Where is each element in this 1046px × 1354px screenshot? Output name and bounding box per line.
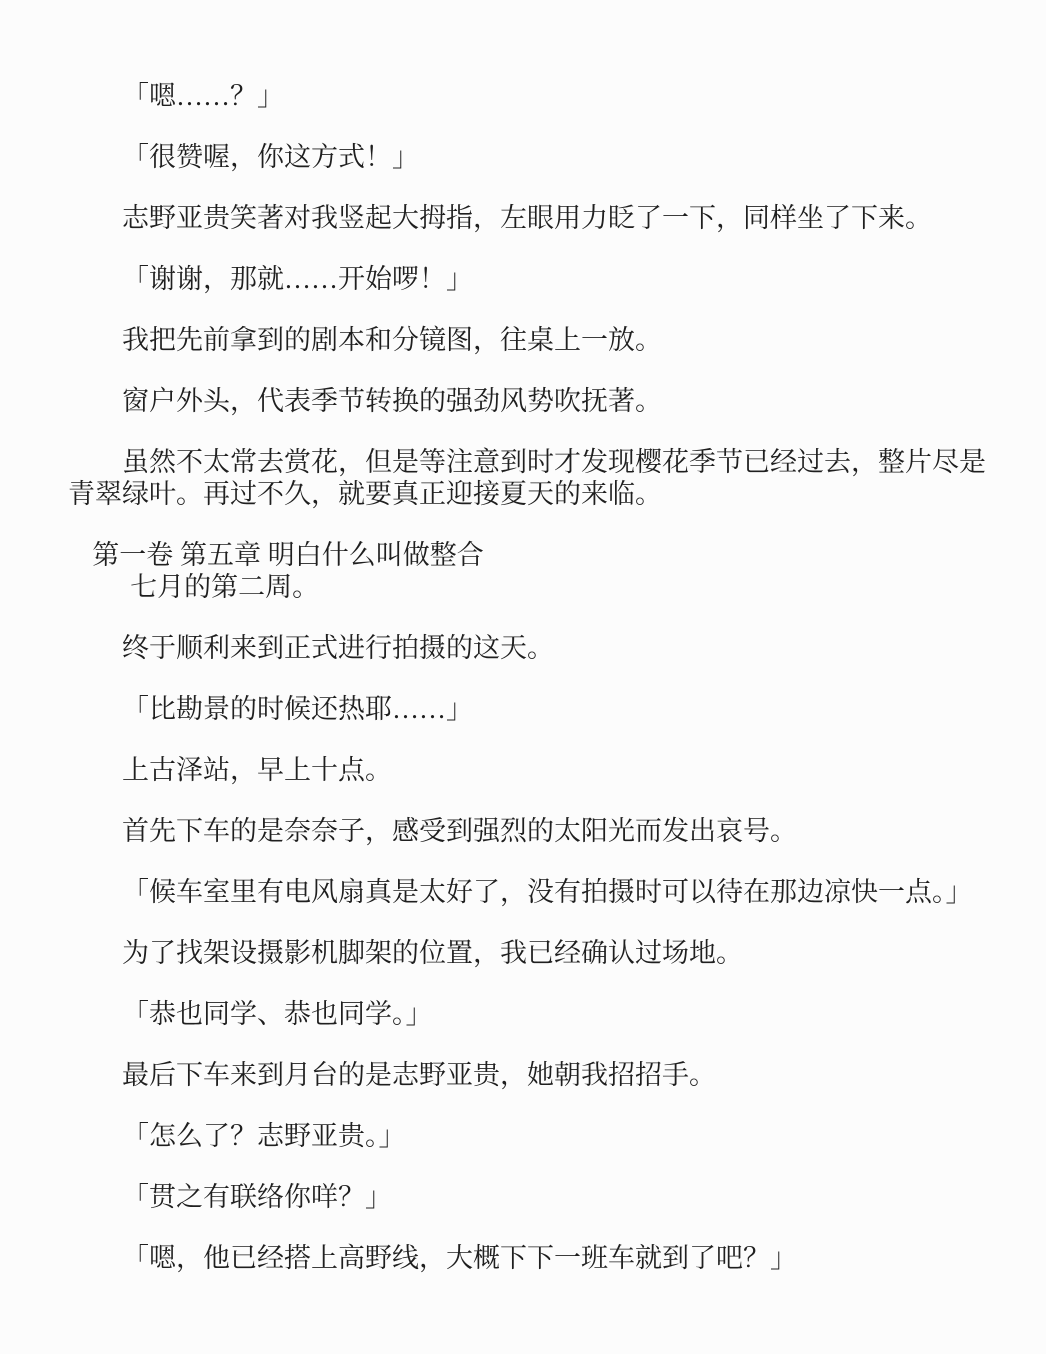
dialogue-line: 「恭也同学、恭也同学。」 bbox=[122, 999, 433, 1029]
dialogue-line: 「很赞喔，你这方式！」 bbox=[122, 142, 419, 172]
dialogue-line: 「贯之有联络你咩？」 bbox=[122, 1182, 392, 1212]
dialogue-line: 「候车室里有电风扇真是太好了，没有拍摄时可以待在那边凉快一点。」 bbox=[122, 877, 973, 907]
dialogue-line: 「谢谢，那就……开始啰！」 bbox=[122, 264, 473, 294]
body-paragraph: 终于顺利来到正式进行拍摄的这天。 bbox=[122, 633, 554, 663]
body-paragraph: 最后下车来到月台的是志野亚贵，她朝我招招手。 bbox=[122, 1060, 716, 1090]
dialogue-line: 「比勘景的时候还热耶……」 bbox=[122, 694, 473, 724]
body-paragraph: 为了找架设摄影机脚架的位置，我已经确认过场地。 bbox=[122, 938, 743, 968]
body-paragraph: 志野亚贵笑著对我竖起大拇指，左眼用力眨了一下，同样坐了下来。 bbox=[122, 203, 932, 233]
body-paragraph: 首先下车的是奈奈子，感受到强烈的太阳光而发出哀号。 bbox=[122, 816, 797, 846]
dialogue-line: 「嗯……？」 bbox=[122, 81, 284, 111]
body-paragraph: 我把先前拿到的剧本和分镜图，往桌上一放。 bbox=[122, 325, 662, 355]
body-paragraph: 虽然不太常去赏花，但是等注意到时才发现樱花季节已经过去，整片尽是青翠绿叶。再过不久，就要真正迎接夏天的来临。 bbox=[68, 447, 986, 509]
body-paragraph: 窗户外头，代表季节转换的强劲风势吹抚著。 bbox=[122, 386, 662, 416]
body-paragraph: 七月的第二周。 bbox=[130, 572, 320, 602]
chapter-heading: 第一卷 第五章 明白什么叫做整合 bbox=[92, 540, 484, 570]
dialogue-line: 「嗯，他已经搭上高野线，大概下下一班车就到了吧？」 bbox=[122, 1243, 797, 1273]
body-paragraph: 上古泽站，早上十点。 bbox=[122, 755, 392, 785]
dialogue-line: 「怎么了？志野亚贵。」 bbox=[122, 1121, 406, 1151]
